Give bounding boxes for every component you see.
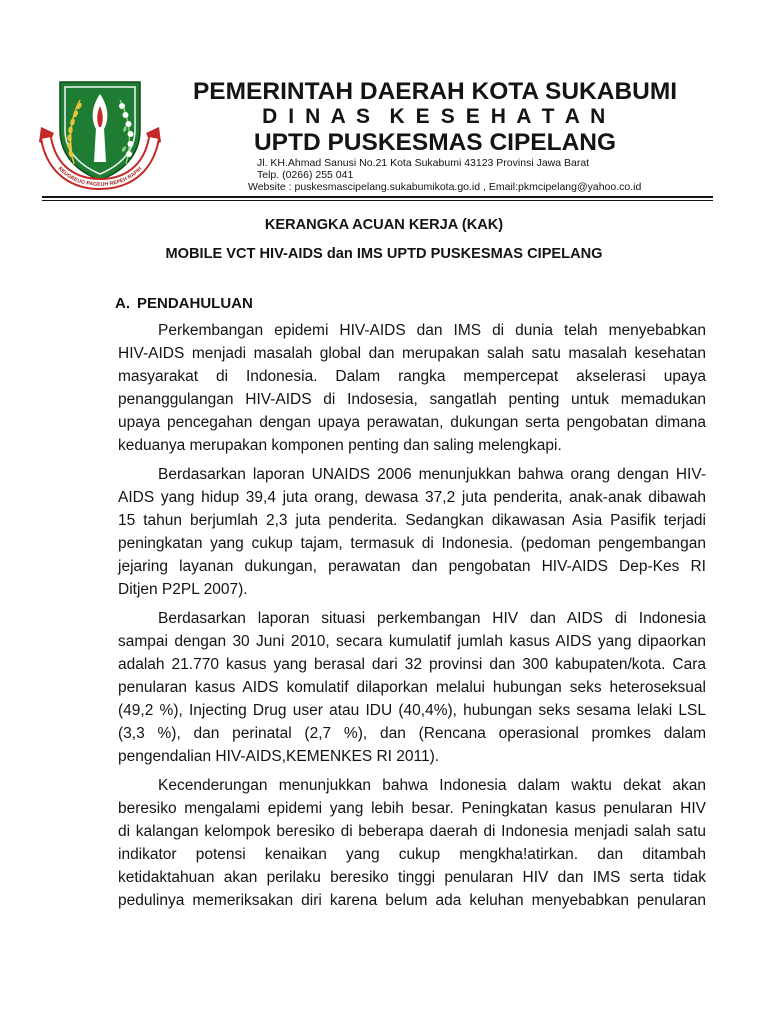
- text-line: (49,2 %), Injecting Drug user atau IDU (40,4%), hubungan seks sesama lelaki LSL: [118, 702, 706, 719]
- city-emblem-logo: [38, 76, 162, 194]
- section-number: A.: [115, 295, 130, 312]
- paragraph: [118, 319, 706, 458]
- text-line: (3,3 %), dan perinatal (2,7 %), dan (Rencana operasional promkes dalam: [118, 725, 706, 743]
- text-line: Berdasarkan laporan UNAIDS 2006 menunjukkan bahwa orang dengan HIV-: [158, 465, 706, 483]
- text-line: beresiko mengalami epidemi yang lebih besar. Peningkatan kasus penularan HIV: [118, 799, 706, 817]
- text-line: indikator potensi kenaikan yang cukup mengkha!atirkan. dan ditambah: [118, 846, 706, 864]
- text-line: keduanya merupakan komponen penting dan saling melengkapi.: [118, 436, 562, 454]
- phone-line: Telp. (0266) 255 041: [257, 169, 354, 181]
- text-line: pedulinya memeriksakan diri karena belum ada keluhan menyebabkan penularan: [118, 892, 706, 910]
- text-line: Berdasarkan laporan situasi perkembangan HIV dan AIDS di Indonesia: [158, 609, 706, 627]
- government-name: PEMERINTAH DAERAH KOTA SUKABUMI: [192, 78, 678, 105]
- text-line: 15 tahun berjumlah 2,3 juta penderita. Sedangkan dikawasan Asia Pasifik terjadi: [118, 511, 706, 529]
- body-text: [118, 319, 706, 913]
- text-line: Ditjen P2PL 2007).: [118, 581, 248, 599]
- paragraph: [118, 607, 706, 769]
- contact-line: Website : puskesmascipelang.sukabumikota.go.id , Email:pkmcipelang@yahoo.co.id: [248, 181, 642, 193]
- document-subtitle: MOBILE VCT HIV-AIDS dan IMS UPTD PUSKESMAS CIPELANG: [165, 246, 603, 262]
- document-title: KERANGKA ACUAN KERJA (KAK): [264, 217, 504, 233]
- text-line: AIDS yang hidup 39,4 juta orang, dewasa 37,2 juta penderita, anak-anak dibawah: [118, 488, 706, 506]
- address-line: Jl. KH.Ahmad Sanusi No.21 Kota Sukabumi 43123 Provinsi Jawa Barat: [257, 157, 590, 169]
- text-line: sampai dengan 30 Juni 2010, secara kumulatif jumlah kasus AIDS yang dipaorkan: [118, 632, 706, 650]
- paragraph: [118, 463, 706, 602]
- text-line: peningkatan yang cukup tajam, termasuk di Indonesia. (pedoman pengembangan: [118, 534, 706, 552]
- text-line: pengendalian HIV-AIDS,KEMENKES RI 2011).: [118, 748, 440, 766]
- text-line: adalah 21.770 kasus yang berasal dari 32 provinsi dan 300 kabupaten/kota. Cara: [118, 655, 706, 673]
- text-line: penanggulangan HIV-AIDS di Indosesia, sangatlah penting untuk memadukan: [118, 390, 706, 408]
- text-line: masyarakat di Indonesia. Dalam rangka mempercepat akselerasi upaya: [118, 367, 706, 385]
- unit-name: UPTD PUSKESMAS CIPELANG: [253, 129, 617, 156]
- text-line: ketidaktahuan akan perilaku beresiko tinggi penularan HIV dan IMS serta tidak: [118, 869, 706, 887]
- paragraph: [118, 774, 706, 913]
- text-line: penularan kasus AIDS komulatif dilaporkan melalui hubungan seks heteroseksual: [118, 678, 706, 696]
- section-heading: PENDAHULUAN: [137, 295, 253, 312]
- text-line: HIV-AIDS menjadi masalah global dan merupakan salah satu masalah kesehatan: [118, 344, 706, 362]
- agency-name: D I N A S K E S E H A T A N: [262, 105, 608, 128]
- text-line: Perkembangan epidemi HIV-AIDS dan IMS di dunia telah menyebabkan: [158, 321, 706, 339]
- text-line: upaya pencegahan dengan upaya perawatan, dukungan serta pengobatan dimana: [118, 413, 706, 431]
- letterhead-rule-thin: [42, 200, 713, 201]
- text-line: Kecenderungan menunjukkan bahwa Indonesia dalam waktu dekat akan: [158, 776, 706, 794]
- text-line: jejaring layanan dukungan, perawatan dan pengobatan HIV-AIDS Dep-Kes RI: [118, 557, 706, 575]
- text-line: di kalangan kelompok beresiko di beberapa daerah di Indonesia menjadi salah satu: [118, 822, 706, 840]
- letterhead-rule-thick: [42, 196, 713, 198]
- motto-text: REUGREUG PAGEUH REPEH RAPIH: [56, 165, 144, 188]
